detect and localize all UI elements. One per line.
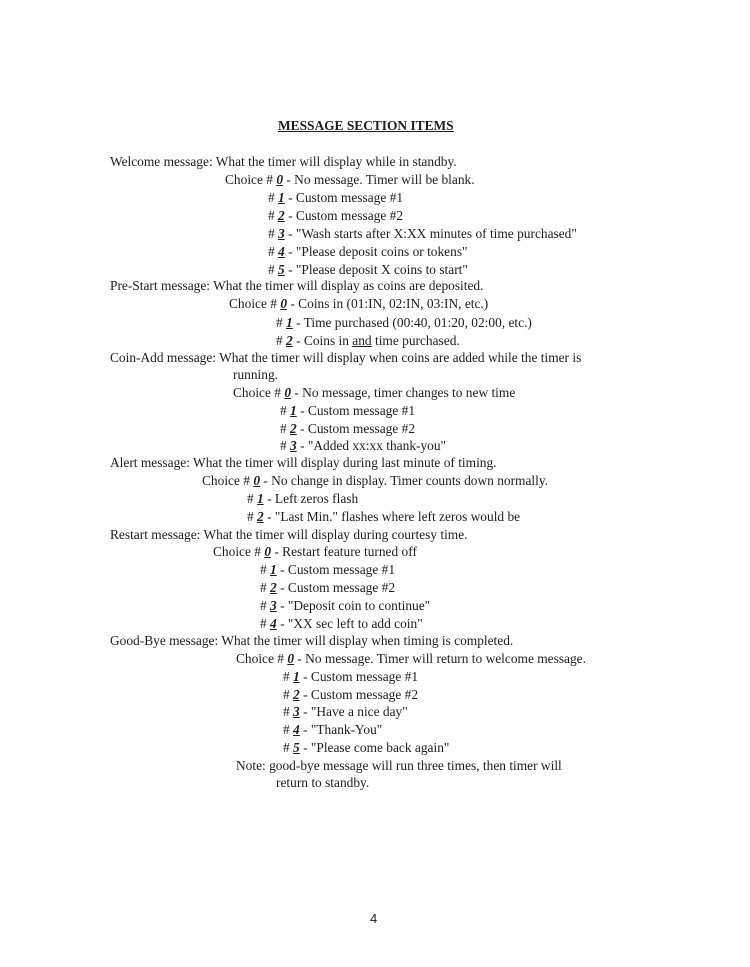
prestart-heading xyxy=(110,277,483,294)
coinadd-label: Coin-Add message: xyxy=(110,350,216,365)
goodbye-note-cont: return to standby. xyxy=(276,775,370,790)
welcome-option: # 1 - Custom message #1 xyxy=(268,190,404,205)
coinadd-desc: What the timer will display when coins are added while the timer is xyxy=(216,350,582,365)
coinadd-option: # 2 - Custom message #2 xyxy=(280,421,416,436)
alert-desc: What the timer will display during last minute of timing. xyxy=(189,455,497,470)
coinadd-heading xyxy=(110,349,581,366)
prestart-option: # 2 - Coins in and time purchased. xyxy=(276,333,460,348)
goodbye-option: # 1 - Custom message #1 xyxy=(283,669,419,684)
goodbye-label: Good-Bye message: xyxy=(110,633,219,648)
prestart-label: Pre-Start message: xyxy=(110,278,211,293)
restart-heading xyxy=(110,526,468,543)
coinadd-option: # 3 - "Added xx:xx thank-you" xyxy=(280,438,447,453)
goodbye-option: Choice # 0 - No message. Timer will return to welcome message. xyxy=(236,651,586,666)
welcome-option: # 3 - "Wash starts after X:XX minutes of time purchased" xyxy=(268,226,577,241)
welcome-option: # 5 - "Please deposit X coins to start" xyxy=(268,262,468,277)
alert-option: # 2 - "Last Min." flashes where left zeros would be xyxy=(247,509,521,524)
alert-option: # 1 - Left zeros flash xyxy=(247,491,359,506)
welcome-option: # 2 - Custom message #2 xyxy=(268,208,404,223)
welcome-desc: What the timer will display while in standby. xyxy=(212,154,457,169)
goodbye-note xyxy=(236,757,562,774)
goodbye-desc: What the timer will display when timing is completed. xyxy=(218,633,514,648)
goodbye-option: # 4 - "Thank-You" xyxy=(283,722,383,737)
coinadd-option: Choice # 0 - No message, timer changes to new time xyxy=(233,385,516,400)
restart-option: Choice # 0 - Restart feature turned off xyxy=(213,544,417,559)
restart-label: Restart message: xyxy=(110,527,201,542)
page-title: MESSAGE SECTION ITEMS xyxy=(278,118,454,133)
coinadd-option: # 1 - Custom message #1 xyxy=(280,403,416,418)
page-number: 4 xyxy=(370,911,378,926)
alert-option: Choice # 0 - No change in display. Timer counts down normally. xyxy=(202,473,549,488)
coinadd-desc-cont: running. xyxy=(233,367,279,382)
goodbye-option: # 3 - "Have a nice day" xyxy=(283,704,408,719)
welcome-option: # 4 - "Please deposit coins or tokens" xyxy=(268,244,468,259)
alert-label: Alert message: xyxy=(110,455,190,470)
goodbye-option: # 5 - "Please come back again" xyxy=(283,740,450,755)
restart-desc: What the timer will display during courtesy time. xyxy=(200,527,468,542)
prestart-option: # 1 - Time purchased (00:40, 01:20, 02:00, etc.) xyxy=(276,315,532,330)
restart-option: # 4 - "XX sec left to add coin" xyxy=(260,616,423,631)
restart-option: # 1 - Custom message #1 xyxy=(260,562,396,577)
alert-heading xyxy=(110,454,497,471)
note-label: Note: xyxy=(236,758,266,773)
welcome-heading xyxy=(110,153,457,170)
welcome-option: Choice # 0 - No message. Timer will be blank. xyxy=(225,172,475,187)
restart-option: # 2 - Custom message #2 xyxy=(260,580,396,595)
goodbye-option: # 2 - Custom message #2 xyxy=(283,687,419,702)
note-text: good-bye message will run three times, then timer will xyxy=(265,758,562,773)
welcome-label: Welcome message: xyxy=(110,154,213,169)
goodbye-heading xyxy=(110,632,513,649)
restart-option: # 3 - "Deposit coin to continue" xyxy=(260,598,431,613)
prestart-option: Choice # 0 - Coins in (01:IN, 02:IN, 03:IN, etc.) xyxy=(229,296,489,311)
prestart-desc: What the timer will display as coins are deposited. xyxy=(210,278,484,293)
